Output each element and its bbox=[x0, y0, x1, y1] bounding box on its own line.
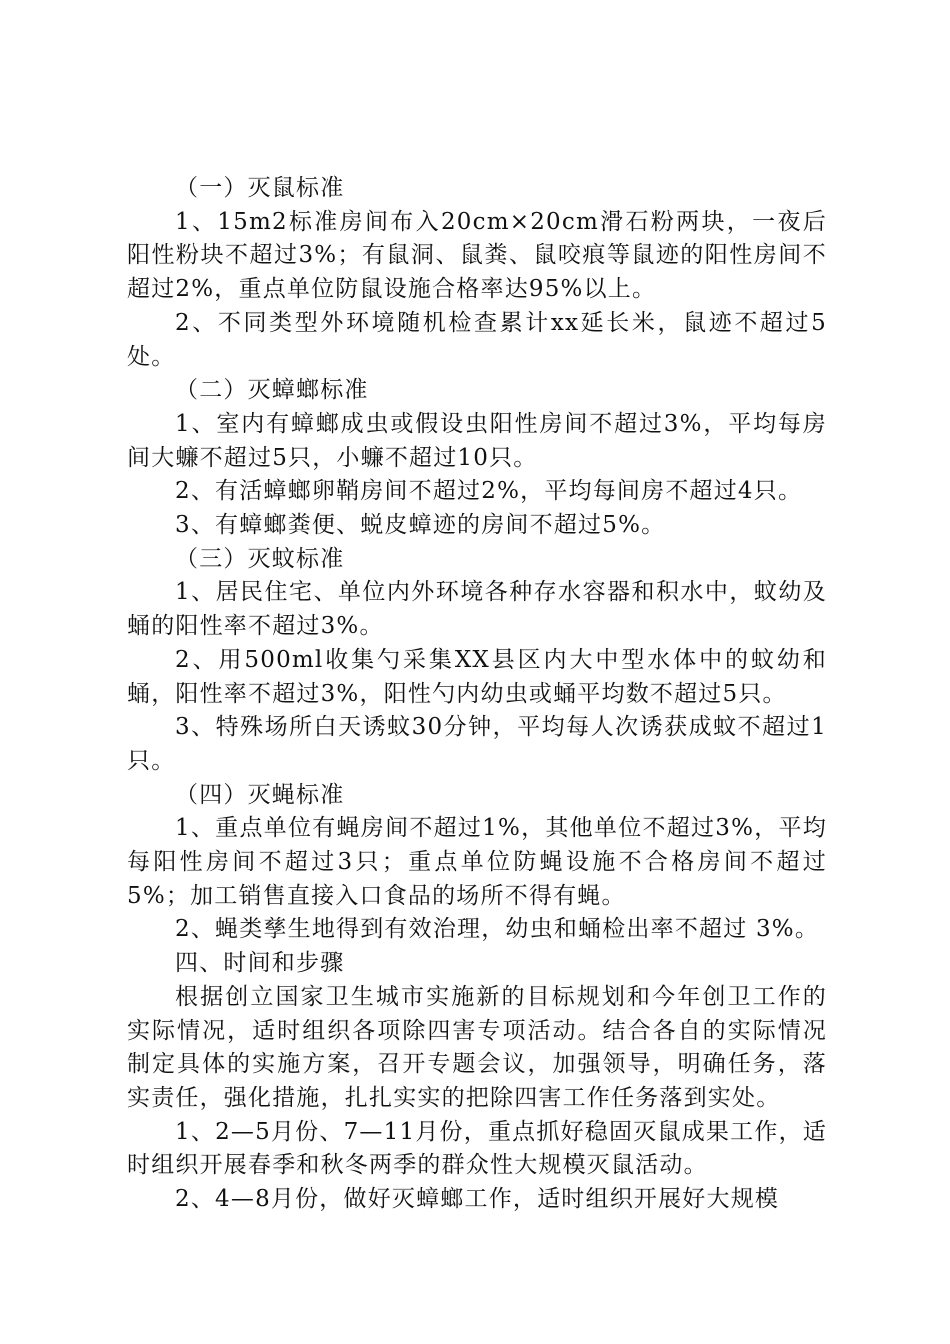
paragraph-time-2: 2、4—8月份，做好灭蟑螂工作，适时组织开展好大规模 bbox=[175, 1186, 780, 1213]
paragraph-time-1: 1、2—5月份、7—11月份，重点抓好稳固灭鼠成果工作，适时组织开展春季和秋冬两季的群众性大规模灭鼠活动。 bbox=[127, 1118, 827, 1179]
section-heading-time-steps: 四、时间和步骤 bbox=[175, 950, 345, 977]
section-heading-fly-standard: （四）灭蝇标准 bbox=[175, 781, 345, 808]
section-heading-cockroach-standard: （二）灭蟑螂标准 bbox=[175, 377, 369, 404]
paragraph-mosquito-2: 2、用500ml收集勺采集XX县区内大中型水体中的蚊幼和蛹，阳性率不超过3%，阳性勺内幼虫或蛹平均数不超过5只。 bbox=[127, 646, 827, 707]
paragraph-cockroach-3: 3、有蟑螂粪便、蜕皮蟑迹的房间不超过5%。 bbox=[175, 512, 666, 539]
paragraph-rat-2: 2、不同类型外环境随机检查累计xx延长米，鼠迹不超过5处。 bbox=[127, 309, 827, 370]
paragraph-mosquito-1: 1、居民住宅、单位内外环境各种存水容器和积水中，蚊幼及蛹的阳性率不超过3%。 bbox=[127, 579, 827, 640]
section-heading-rat-standard: （一）灭鼠标准 bbox=[175, 175, 345, 201]
paragraph-time-intro: 根据创立国家卫生城市实施新的目标规划和今年创卫工作的实际情况，适时组织各项除四害专项活动。结合各自的实际情况制定具体的实施方案，召开专题会议，加强领导，明确任务，落实责任，强化措施，扎扎实实的把除四害工作任务落到实处。 bbox=[127, 983, 827, 1111]
paragraph-fly-2: 2、蝇类孳生地得到有效治理，幼虫和蛹检出率不超过 3%。 bbox=[175, 916, 820, 943]
paragraph-fly-1: 1、重点单位有蝇房间不超过1%，其他单位不超过3%，平均每阳性房间不超过3只；重点单位防蝇设施不合格房间不超过5%；加工销售直接入口食品的场所不得有蝇。 bbox=[127, 815, 827, 909]
section-heading-mosquito-standard: （三）灭蚊标准 bbox=[175, 545, 345, 572]
paragraph-rat-1: 1、15m2标准房间布入20cm×20cm滑石粉两块，一夜后阳性粉块不超过3%；有鼠洞、鼠粪、鼠咬痕等鼠迹的阳性房间不超过2%，重点单位防鼠设施合格率达95%以上。 bbox=[127, 208, 827, 303]
paragraph-cockroach-1: 1、室内有蟑螂成虫或假设虫阳性房间不超过3%，平均每房间大蠊不超过5只，小蠊不超过10只。 bbox=[127, 410, 827, 471]
paragraph-cockroach-2: 2、有活蟑螂卵鞘房间不超过2%，平均每间房不超过4只。 bbox=[175, 478, 803, 505]
paragraph-mosquito-3: 3、特殊场所白天诱蚊30分钟，平均每人次诱获成蚊不超过1只。 bbox=[127, 714, 827, 774]
document-body bbox=[127, 172, 827, 1217]
